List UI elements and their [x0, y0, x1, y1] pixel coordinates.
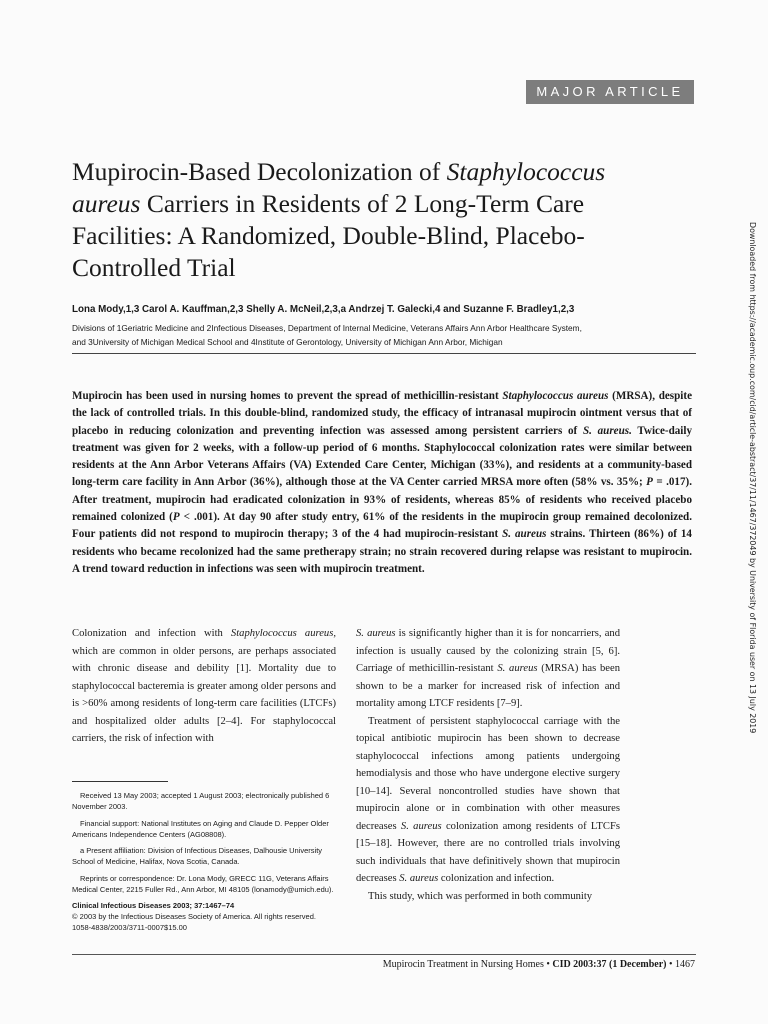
footnote-support: Financial support: National Institutes on Aging and Claude D. Pepper Older Americans Independence Centers (AG08808). [72, 818, 329, 839]
download-watermark: Downloaded from https://academic.oup.com/cid/article-abstract/37/11/1467/372049 by University of Florida user on 13 July 2019 [748, 222, 757, 734]
footer-divider [72, 954, 696, 955]
affiliation-line: Divisions of 1Geriatric Medicine and 2Infectious Diseases, Department of Internal Medicine, Veterans Affairs Ann Arbor Healthcare System, [72, 323, 582, 333]
page-number: • 1467 [666, 959, 695, 970]
abstract-italic: P [172, 511, 180, 524]
abstract-text: = .017). After treatment, mupirocin had eradicated colonization in 93% of residents, whereas 85% of residents who received placebo remained colonized ( [72, 476, 692, 524]
footer-citation: CID 2003:37 (1 December) [552, 959, 667, 970]
article-type-badge: MAJOR ARTICLE [526, 80, 694, 104]
abstract-text: Twice-daily treatment was given for 2 weeks, with a follow-up period of 6 months. Staphylococcal colonization rates were similar between residents at the Ann Arbor Veterans Affairs (VA) Extended Care Center, Michigan (33%), and residents at a community-based long-term care facility in Ann Arbor (36%), although those at the VA Center carried MRSA more often (58% vs. 35%; [72, 424, 693, 489]
abstract-text: < .001). At day 90 after study entry, 61% of the residents in the mupirocin group remained decolonized. Four patients did not respond to mupirocin therapy; 3 of the 4 had mupirocin-resistant [72, 511, 692, 541]
body-paragraph [356, 625, 620, 713]
issn-line: 1058-4838/2003/3711-0007$15.00 [72, 923, 187, 932]
footnote-received: Received 13 May 2003; accepted 1 August 2003; electronically published 6 November 2003. [72, 791, 330, 811]
abstract [72, 388, 692, 578]
body-italic: Staphylococcus aureus, [230, 628, 336, 639]
affiliations [72, 321, 672, 349]
body-text: colonization among residents of LTCFs [15–18]. However, there are no controlled trials involving such individuals that have definitively shown that mupirocin decreases [356, 820, 620, 884]
body-italic: S. aureus [400, 820, 442, 832]
body-text: Treatment of persistent staphylococcal carriage with the topical antibiotic mupirocin has been shown to decrease staphylococcal infections among patients undergoing hemodialysis and those who have undergone elective surgery [10–14]. Several noncontrolled studies have shown that mupirocin alone or in combination with other measures decreases [356, 715, 620, 832]
title-part: Mupirocin-Based Decolonization of [72, 157, 447, 186]
journal-citation: Clinical Infectious Diseases 2003; 37:1467–74 [72, 901, 235, 910]
body-paragraph [72, 625, 336, 748]
abstract-italic: S. aureus. [582, 424, 632, 437]
body-text: colonization and infection. [438, 873, 555, 884]
running-title: Mupirocin Treatment in Nursing Homes • [382, 959, 553, 970]
footnotes [72, 790, 338, 933]
body-text: is significantly higher than it is for noncarriers, and infection is usually caused by the colonizing strain [5, 6]. Carriage of methicillin-resistant [356, 628, 620, 674]
abstract-text: Mupirocin has been used in nursing homes to prevent the spread of methicillin-resistant [72, 390, 503, 402]
article-title [72, 156, 672, 284]
abstract-italic: S. aureus [502, 528, 547, 541]
body-paragraph [356, 713, 620, 888]
abstract-text: (MRSA), despite the lack of controlled trials. In this double-blind, randomized study, the efficacy of intranasal mupirocin ointment versus that of placebo in reducing colonization and preventing infection was assessed among persistent carriers of [72, 390, 692, 437]
body-italic: S. aureus [399, 873, 439, 884]
footnote-reprints: Reprints or correspondence: Dr. Lona Mody, GRECC 11G, Veterans Affairs Medical Center, 2215 Fuller Rd., Ann Arbor, MI 48105 (lonamody@umich.edu). [72, 873, 334, 894]
body-italic: S. aureus [497, 663, 538, 674]
body-text: which are common in older persons, are perhaps associated with chronic disease and debility [1]. Mortality due to staphylococcal bacteremia is greater among older persons and is >60% among residents of long-term care facilities (LTCFs) and hospitalized older adults [2–4]. For staphylococcal carriers, the risk of infection with [72, 645, 336, 744]
abstract-italic: Staphylococcus aureus [502, 390, 609, 402]
body-text: (MRSA) has been shown to be a marker for increased risk of infection and mortality among LTCF residents [7–9]. [356, 663, 621, 709]
body-italic: S. aureus [356, 628, 396, 639]
author-list: Lona Mody,1,3 Carol A. Kauffman,2,3 Shelly A. McNeil,2,3,a Andrzej T. Galecki,4 and Suzanne F. Bradley1,2,3 [72, 304, 575, 315]
running-footer [383, 959, 695, 970]
body-paragraph: This study, which was performed in both community [368, 890, 593, 902]
body-column-right [356, 625, 620, 905]
abstract-italic: P [646, 476, 653, 489]
footnote-affiliation: a Present affiliation: Division of Infectious Diseases, Dalhousie University School of Medicine, Halifax, Nova Scotia, Canada. [72, 846, 323, 866]
affiliation-line: and 3University of Michigan Medical School and 4Institute of Gerontology, University of Michigan Ann Arbor, Michigan [72, 337, 503, 347]
abstract-text: strains. Thirteen (86%) of 14 residents who became recolonized had the same pretherapy strain; no strain recovered during relapse was resistant to mupirocin. A trend toward reduction in infections was seen with mupirocin treatment. [72, 528, 692, 575]
footnote-divider [72, 781, 168, 782]
body-column-left [72, 625, 336, 748]
title-part: Carriers in Residents of 2 Long-Term Care Facilities: A Randomized, Double-Blind, Placebo-Controlled Trial [72, 189, 585, 282]
body-text: Colonization and infection with [72, 628, 231, 639]
header-divider [72, 353, 696, 354]
copyright-line: © 2003 by the Infectious Diseases Society of America. All rights reserved. [72, 912, 316, 921]
title-species: Staphylococcus aureus [72, 157, 606, 218]
